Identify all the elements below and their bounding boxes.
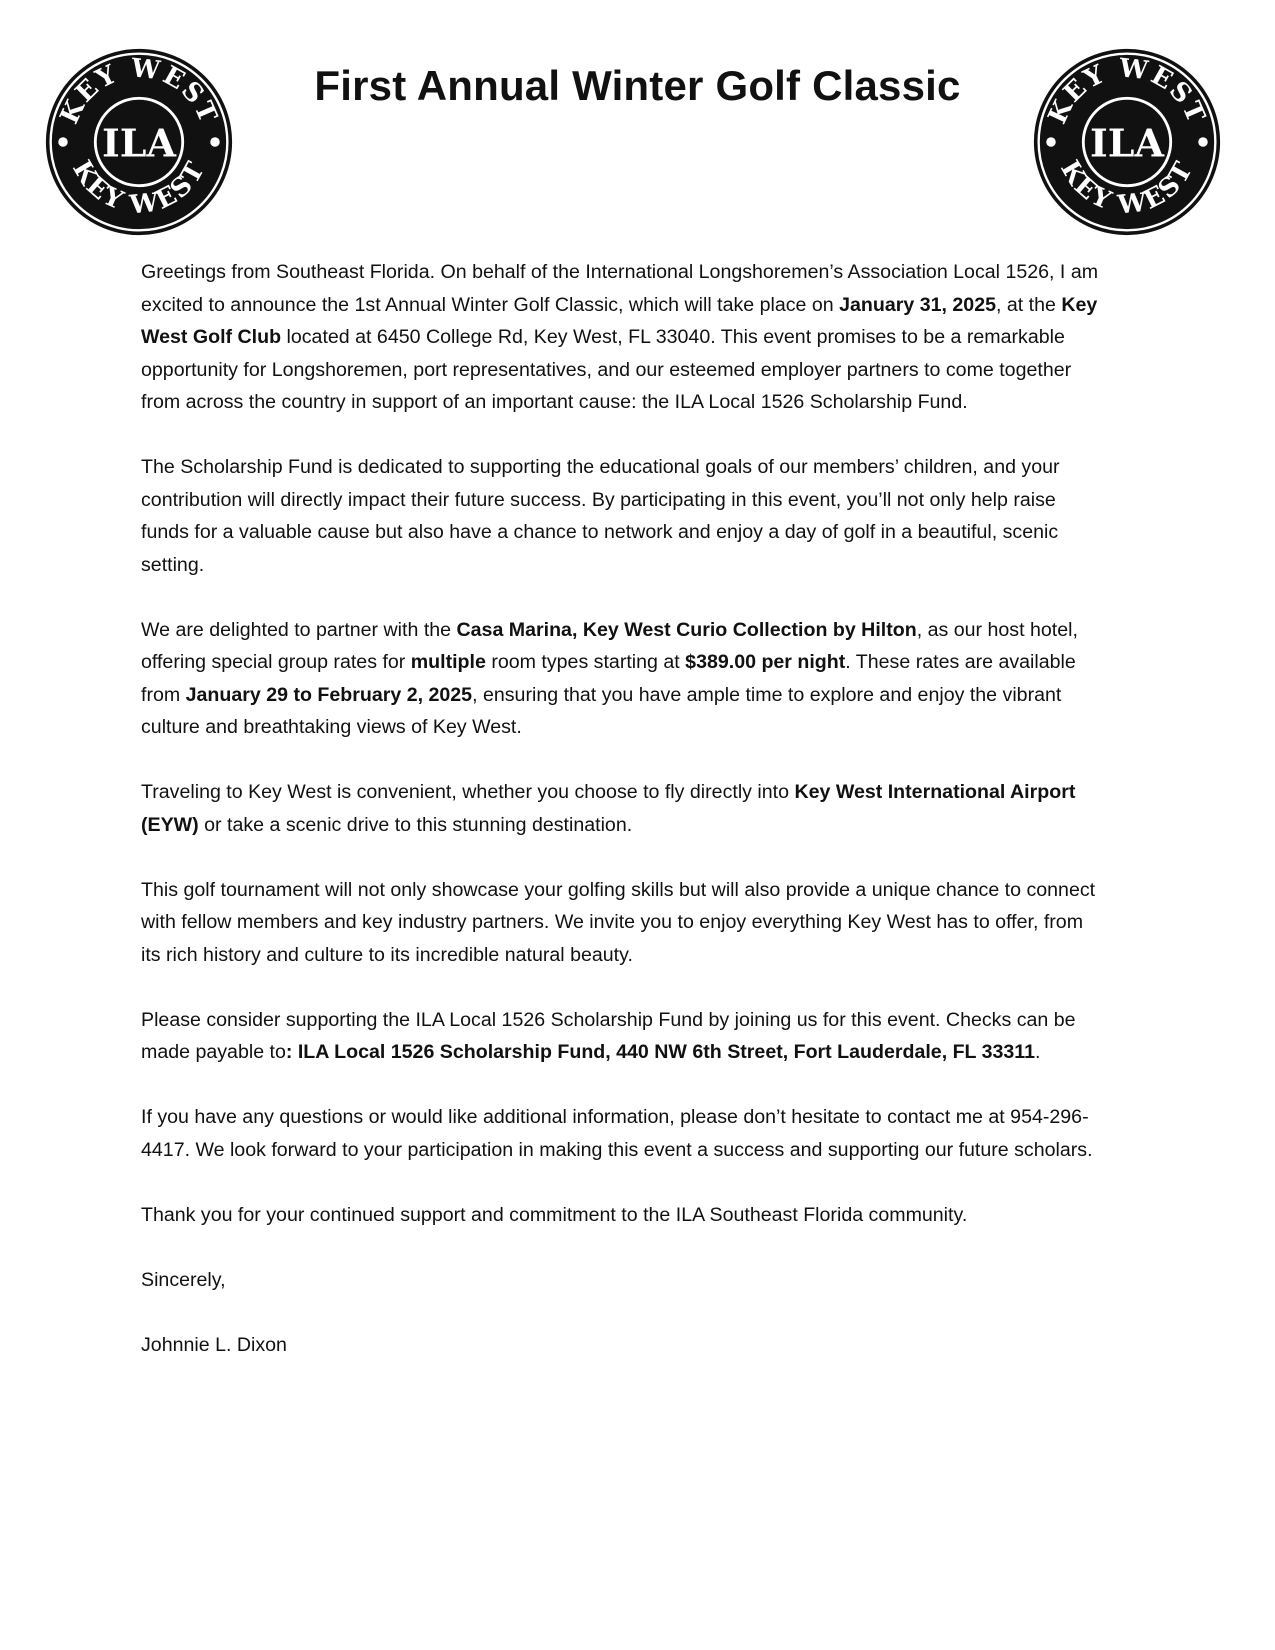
hotel-name: Casa Marina, Key West Curio Collection by Hilton (456, 618, 917, 641)
paragraph-text: Please consider supporting the ILA Local 1526 Scholarship Fund by joining us for this event. Checks can be made payable to (141, 1008, 1076, 1063)
paragraph-text: Traveling to Key West is convenient, whether you choose to fly directly into (141, 781, 795, 803)
room-types-emphasis: multiple (410, 651, 486, 673)
paragraph-checks (141, 1004, 1101, 1069)
paragraph-thanks: Thank you for your continued support and commitment to the ILA Southeast Florida community. (141, 1203, 968, 1226)
page-title: First Annual Winter Golf Classic (314, 62, 961, 109)
ila-key-west-seal-icon (44, 47, 234, 237)
paragraph-contact: If you have any questions or would like additional information, please don’t hesitate to contact me at 954-296-4417. We look forward to your participation in making this event a success and supporting our future scholars. (141, 1106, 1093, 1161)
closing-salutation: Sincerely, (141, 1268, 226, 1291)
paragraph-text: . These rates are available from (141, 651, 1076, 706)
signature-name: Johnnie L. Dixon (141, 1333, 287, 1356)
paragraph-text: , at the (996, 293, 1062, 316)
airport-name: Key West International Airport (EYW) (141, 781, 1076, 836)
seal-graphic-right (1032, 47, 1222, 237)
paragraph-text: Greetings from Southeast Florida. On behalf of the International Longshoremen’s Association Local 1526, I am excited to announce the 1st Annual Winter Golf Classic, which will take place on (141, 261, 1099, 316)
letter-body (141, 256, 1101, 1394)
seal-center-text: ILA (1090, 120, 1164, 166)
paragraph-text: We are delighted to partner with the (141, 618, 457, 641)
paragraph-text: , as our host hotel, offering special group rates for (141, 618, 1078, 673)
paragraph-text: located at 6450 College Rd, Key West, FL 33040. This event promises to be a remarkable opportunity for Longshoremen, port representatives, and our esteemed employer partners to come together from across the country in support of an important cause: the ILA Local 1526 Scholarship Fund. (141, 326, 1072, 413)
paragraph-text: room types starting at (485, 651, 686, 673)
paragraph-text: or take a scenic drive to this stunning destination. (198, 813, 633, 836)
paragraph-scholarship: The Scholarship Fund is dedicated to supporting the educational goals of our members’ children, and your contribution will directly impact their future success. By participating in this event, you’ll not only help raise funds for a valuable cause but also have a chance to network and enjoy a day of golf in a beautiful, scenic setting. (141, 456, 1060, 576)
paragraph-travel (141, 776, 1101, 841)
rate-dates: January 29 to February 2, 2025 (185, 683, 473, 706)
paragraph-tournament: This golf tournament will not only showcase your golfing skills but will also provide a unique chance to connect with fellow members and key industry partners. We invite you to enjoy everything Key West has to offer, from its rich history and culture to its incredible natural beauty. (141, 878, 1096, 966)
check-payee-address: : ILA Local 1526 Scholarship Fund, 440 NW 6th Street, Fort Lauderdale, FL 33311 (285, 1041, 1036, 1063)
paragraph-greeting (141, 256, 1101, 419)
seal-center-text: ILA (102, 120, 176, 166)
paragraph-text: . (1035, 1041, 1041, 1063)
ila-key-west-seal-icon (1032, 47, 1222, 237)
venue-name: Key West Golf Club (141, 293, 1098, 348)
seal-bottom-text: KEY WEST (66, 155, 212, 221)
seal-graphic-left (44, 47, 234, 237)
seal-top-text: KEY WEST (1042, 53, 1212, 129)
room-rate: $389.00 per night (685, 651, 846, 673)
seal-top-text: KEY WEST (54, 53, 224, 129)
paragraph-text: , ensuring that you have ample time to explore and enjoy the vibrant culture and breathtaking views of Key West. (141, 683, 1062, 738)
paragraph-hotel (141, 614, 1101, 744)
event-date: January 31, 2025 (839, 293, 996, 316)
seal-bottom-text: KEY WEST (1054, 155, 1200, 221)
